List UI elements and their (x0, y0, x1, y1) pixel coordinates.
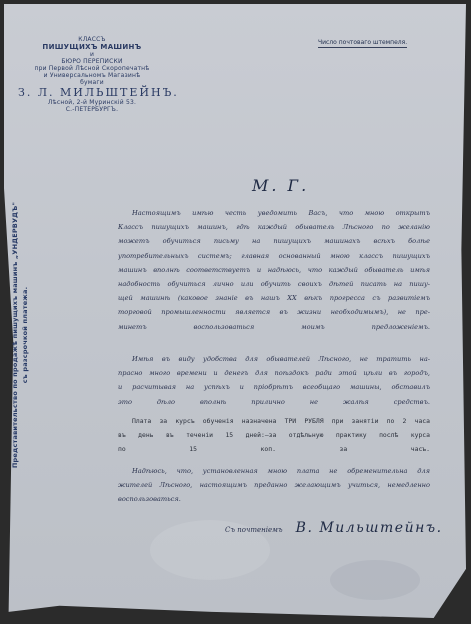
letterhead-line: БЮРО ПЕРЕПИСКИ (61, 58, 123, 65)
postal-stamp-field: Число почтоваго штемпеля. (318, 39, 408, 46)
signature-block (225, 517, 443, 536)
paragraph (118, 206, 430, 334)
paragraph-line: щей машинѣ (каковое знаніе въ нашъ XX вѣкъ прогресса съ развитіемъ (118, 294, 430, 303)
paragraph-line: въ день въ теченіи 15 дней:—за отдѣльную практику послѣ курса (118, 431, 430, 440)
paragraph-line: Настоящимъ имѣю честь уведомить Васъ, что мною открытъ (132, 209, 430, 217)
paragraph-line: надобность обучиться лично или обучить своихъ дѣтей писать на пишу- (118, 279, 430, 288)
letterhead-line: бумаги (80, 79, 104, 86)
vertical-stamp-line: съ разсрочкой платежа. (21, 286, 29, 384)
vertical-stamp-line: Представительство по продажѣ пишущихъ машинъ „УНДЕРВУДЪ" (11, 201, 19, 469)
paragraph-line: Надѣюсь, что, установленная мною плата не обременительна для (132, 467, 430, 475)
letterhead-line: при Первой Лѣсной Скоропечатнѣ (34, 65, 150, 72)
price-paragraph (118, 414, 430, 457)
paragraph-line: минетъ воспользоваться моимъ предложеніемъ. (118, 322, 430, 331)
paragraph-line: это дѣло вполнѣ прилично не жалѣя средствъ. (118, 397, 430, 406)
paragraph-line: воспользоваться. (118, 495, 181, 504)
paper-stain (330, 560, 420, 600)
letterhead-line: и Универсальномъ Магазинѣ (43, 72, 141, 79)
signature-label: Съ почтеніемъ (225, 526, 283, 534)
vertical-stamp (10, 170, 34, 500)
paragraph-line: Плата за курсъ обученія назначена ТРИ РУБЛЯ при занятіи по 2 часа (132, 417, 430, 425)
paragraph-line: торговой промышленности является въ жизни необходимымъ), не пре- (118, 308, 430, 317)
signature-name: В. Мильштейнъ. (295, 520, 443, 536)
letterhead-city: С.-ПЕТЕРБУРГЪ. (65, 106, 119, 113)
paragraph-line: по 15 коп. за часъ. (118, 445, 430, 454)
letterhead (18, 36, 179, 113)
paragraph-line: и расчитывая на успѣхъ и пріобрѣтъ всеобщаго машины, обставилъ (118, 383, 430, 392)
paragraph (118, 464, 430, 507)
paragraph-line: машинъ вполнѣ соответствуетъ и надѣюсь, что каждый обыватель имѣя (118, 265, 430, 274)
letterhead-line: КЛАССЪ (78, 36, 106, 43)
paragraph-line: Имѣя въ виду удобства для обывателей Лѣсного, не тратить на- (132, 355, 430, 363)
paragraph (118, 352, 430, 409)
letterhead-owner-name: З. Л. МИЛЬШТЕЙНЪ. (18, 86, 179, 99)
paragraph-line: можетъ обучиться письму на пишущихъ машинахъ всѣхъ болѣе (118, 237, 430, 246)
letterhead-title: ПИШУЩИХЪ МАШИНЪ (42, 43, 142, 51)
salutation: М. Г. (252, 176, 310, 195)
paragraph-line: употребительныхъ системъ; главная основанный мною классъ пишущихъ (118, 251, 430, 260)
letterhead-line: и (89, 51, 95, 58)
letterhead-address: Лѣсной, 2-й Муринскій 53. (47, 99, 137, 106)
paragraph-line: Классъ пишущихъ машинъ, гдѣ каждый обыватель Лѣсного по желанію (118, 223, 430, 232)
paragraph-line: жителей Лѣсного, настоящимъ преданно желающимъ учиться, немедленно (118, 481, 430, 490)
paragraph-line: прасно много времени и денегъ для поѣздокъ ради этой цѣли въ городъ, (118, 369, 430, 378)
